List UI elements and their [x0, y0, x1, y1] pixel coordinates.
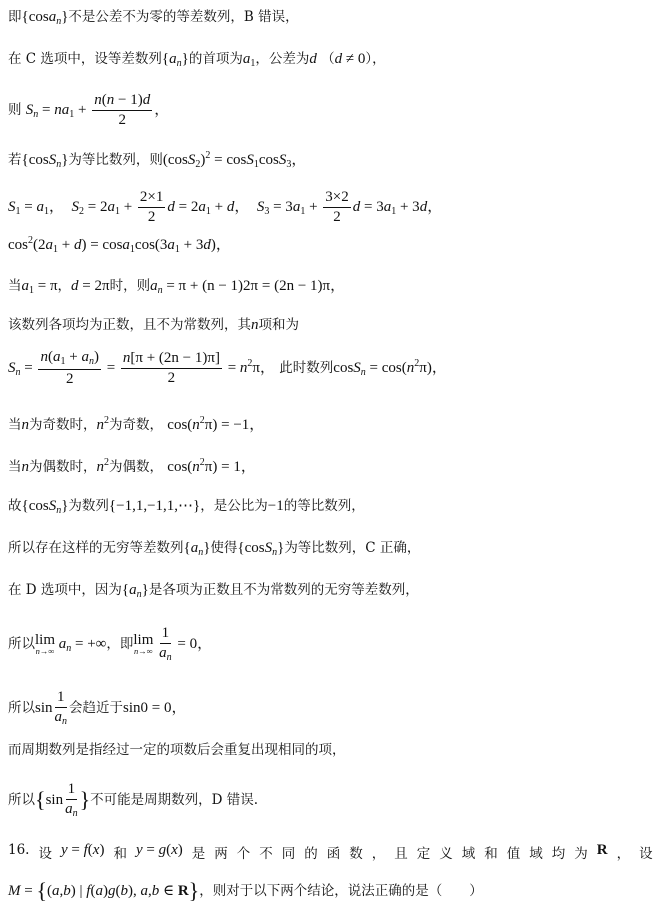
text: 所以存在这样的无穷等差数列 [8, 540, 184, 556]
math-a1: $a_1$ [242, 51, 256, 69]
math-d: d [309, 51, 317, 67]
line-13 [8, 541, 420, 558]
text: ，则对于以下两个结论，说法正确的是（ ） [199, 883, 483, 899]
line-8 [8, 318, 299, 333]
text: ，是公比为 [200, 498, 268, 514]
line-6 [8, 236, 231, 255]
text: 当 [8, 459, 22, 475]
math-n-sq: $n^2$ [96, 457, 109, 475]
math-neg1: −1 [267, 498, 284, 514]
text: 不可能是周期数列，D 错误. [90, 791, 259, 808]
text: 所以 [8, 699, 35, 716]
math-cos-sn-set: {cosS$_n$} [237, 540, 285, 558]
text: 当 [8, 417, 22, 433]
text: 为偶数， [109, 459, 163, 475]
math-sin-inv: sin $\frac{1}{a_n}$ [35, 689, 68, 727]
text: 而周期数列是指经过一定的项数后会重复出现相同的项， [8, 742, 346, 758]
text: 域 [529, 846, 543, 862]
math-sn-sum: $S_n$ = $\frac{n(a_1 + a_n)}{2}$ = $\frac{n[\pi + (2n - 1)\pi]}{2}$ = $n^2\pi$， [8, 349, 275, 387]
text: 故 [8, 498, 22, 514]
text: 为奇数， [109, 417, 163, 433]
text: ，公差为 [255, 51, 310, 67]
text: 函 [326, 846, 341, 862]
text: ，即 [106, 635, 134, 652]
text: 在 C 选项中，设等差数列 [8, 51, 162, 67]
question-16-line-2 [8, 880, 483, 902]
line-15 [8, 626, 212, 663]
math-s1-s2-s3: $S_1 = a_1$， $S_2 = 2a_1$ + $\frac{2\times 1}{2}$ $d = 2a_1 + d$， $S_3 = 3a_1$ + $\frac{3\times 2}{2}$ $d = 3a_1 + 3d$， [8, 189, 443, 225]
math-y-gx: y = g(x) [135, 842, 183, 858]
math-an-set: $\{a_n\}$ [183, 540, 211, 558]
line-1 [8, 10, 299, 27]
text: 若 [8, 152, 22, 168]
text: （ [321, 51, 335, 67]
line-16 [8, 690, 186, 727]
math-cos-neg1: $\cos(n^2\pi) = -1$， [167, 415, 265, 433]
text: 该数列各项均为正数，且不为常数列，其 [8, 317, 251, 333]
math-d-2pi: d = 2π [71, 278, 110, 294]
line-17 [8, 744, 346, 758]
text: 定 [416, 846, 431, 862]
text: 数 [349, 846, 363, 862]
text: 在 D 选项中，因为 [8, 582, 122, 598]
text: 同 [281, 846, 296, 862]
line-14 [8, 583, 419, 600]
text: 为奇数时， [29, 417, 97, 433]
math-cos-an-set: {cosa$_n$} [21, 9, 69, 27]
math-R: R [596, 842, 608, 858]
text: ， [616, 846, 631, 862]
math-cos-sn-set: {cosS$_n$} [21, 498, 69, 516]
math-cos-1: $\cos(n^2\pi) = 1$， [167, 457, 256, 475]
math-cos-sn-set: {cosS$_n$} [21, 152, 69, 170]
text: ， [57, 278, 72, 294]
line-12 [8, 499, 365, 516]
text: 的等比数列， [283, 498, 365, 514]
text: 个 [236, 846, 251, 862]
math-an-set: $\{a_n\}$ [121, 582, 149, 600]
math-sin0: sin0 = 0， [123, 699, 187, 716]
math-n-sq: $n^2$ [96, 415, 109, 433]
text: 和 [484, 846, 498, 862]
line-5 [8, 190, 442, 225]
line-18 [8, 782, 258, 819]
math-set-M: M = {(a,b) | f(a)g(b), a,b ∈ R} [8, 878, 200, 903]
math-sin-set: {sin $\frac{1}{a_n}$ } [35, 781, 91, 819]
math-lim-an: lim n→∞ $a_n$ = +∞ [35, 632, 107, 657]
math-n: n [251, 317, 259, 333]
line-2 [8, 52, 386, 69]
line-11 [8, 458, 256, 475]
text: 设 [38, 846, 52, 862]
math-an-formula: $a_n = \pi + (n - 1)2\pi = (2n - 1)\pi$， [150, 278, 346, 296]
text: 项和为 [258, 317, 299, 333]
text: 且 [394, 846, 408, 862]
text: 会趋近于 [69, 699, 124, 716]
text: 设 [639, 846, 653, 862]
text: ）， [365, 51, 386, 67]
line-9 [8, 350, 447, 387]
text: 所以 [8, 791, 35, 808]
text: 所以 [8, 635, 35, 652]
text: 时，则 [109, 278, 151, 294]
text: ， [371, 846, 386, 862]
math-an-set: $\{a_n\}$ [161, 51, 189, 69]
text: 此时数列 [279, 359, 334, 376]
text: 是 [191, 846, 206, 862]
math-sn-formula: $S_n = na_1$ + $\frac{n(n - 1)d}{2}$ ， [25, 92, 170, 128]
math-lim-inv: lim n→∞ $\frac{1}{a_n}$ = 0， [133, 625, 213, 663]
text: 为偶数时， [29, 459, 97, 475]
math-n: n [21, 417, 29, 433]
text: 为等比数列，C 正确， [284, 540, 421, 556]
text: 为 [574, 846, 588, 862]
text: 是各项为正数且不为常数列的无穷等差数列， [148, 582, 419, 598]
text: 均 [551, 846, 566, 862]
text: 使得 [210, 540, 238, 556]
math-cos-eq: $(\cos S_2)^2 = \cos S_1\cos S_3$， [162, 150, 307, 170]
text: 即 [8, 9, 22, 25]
math-y-fx: y = f(x) [60, 842, 105, 858]
line-4 [8, 151, 306, 170]
line-3 [8, 93, 169, 128]
text: 的 [304, 846, 318, 862]
math-cos-sq-eq: $\cos^2(2a_1 + d) = \cos a_1\cos(3a_1 + 3d)$， [8, 235, 231, 255]
math-cos-sn-eq: $\cos S_n = \cos(n^2\pi)$， [333, 357, 447, 378]
text: 当 [8, 278, 22, 294]
text: 为等比数列，则 [68, 152, 163, 168]
math-d-neq-0: d ≠ 0 [334, 51, 366, 67]
math-a1-pi: $a_1 = \pi$ [21, 278, 58, 296]
text: 两 [214, 846, 228, 862]
text: 则 [8, 101, 22, 118]
question-16-line-1 [8, 842, 653, 862]
text: 值 [506, 846, 521, 862]
text: 域 [461, 846, 476, 862]
math-n: n [21, 459, 29, 475]
text: 不是公差不为零的等差数列，B 错误， [68, 9, 299, 25]
text: 和 [113, 846, 127, 862]
math-sequence: {−1,1,−1,1,⋯} [108, 498, 201, 514]
question-number: 16. [8, 842, 30, 858]
text: 的首项为 [188, 51, 243, 67]
text: 不 [259, 846, 273, 862]
text: 为数列 [68, 498, 109, 514]
line-10 [8, 416, 264, 433]
text: 义 [439, 846, 453, 862]
line-7 [8, 279, 345, 296]
